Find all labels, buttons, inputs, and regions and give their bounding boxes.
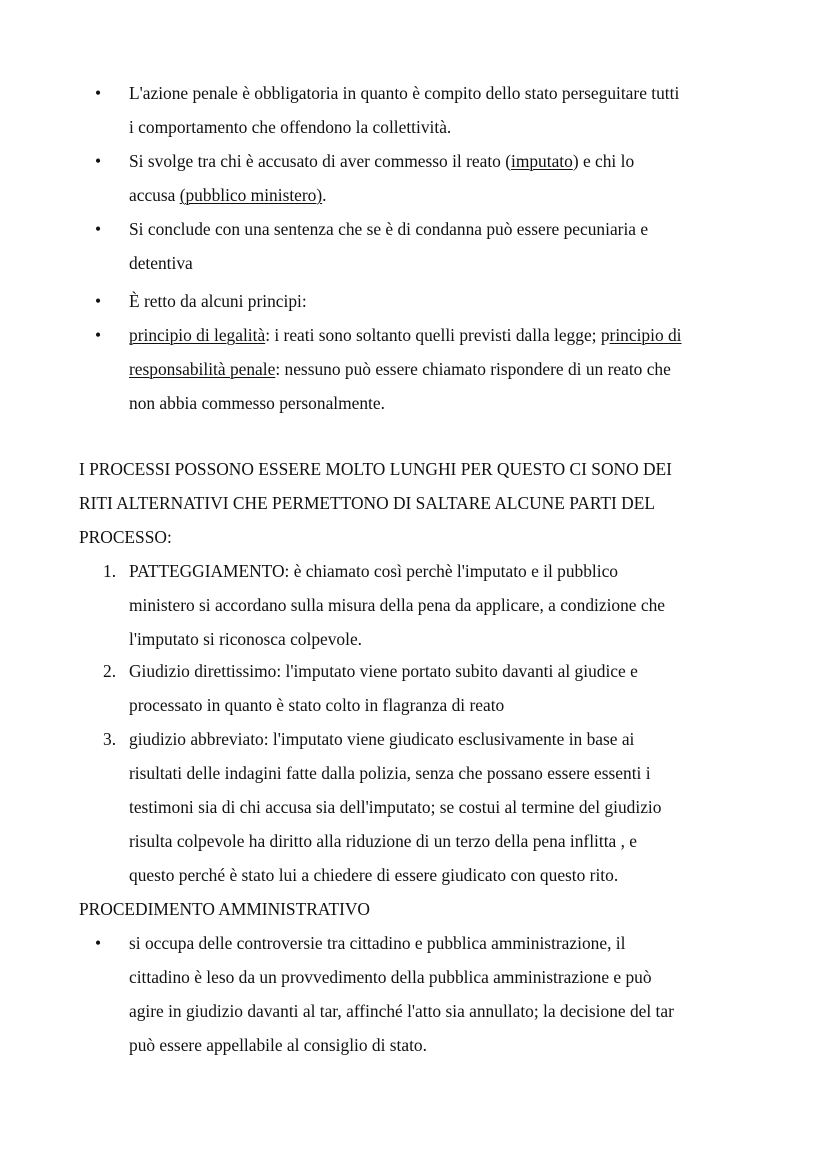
list-item: • È retto da alcuni principi:: [129, 284, 769, 318]
numbered-item: 2. Giudizio direttissimo: l'imputato viene portato subito davanti al giudice e processato in quanto è stato colto in flagranza di reato: [129, 654, 769, 722]
list-item: • L'azione penale è obbligatoria in quanto è compito dello stato perseguitare tutti i comportamento che offendono la collettività.: [129, 76, 769, 144]
bullet-marker: •: [95, 83, 102, 103]
item-number: 2.: [103, 661, 117, 681]
list-item: • principio di legalità: i reati sono soltanto quelli previsti dalla legge; principio di responsabilità penale: nessuno può essere chiamato rispondere di un reato che non abbia commesso personalmente.: [129, 318, 769, 420]
underlined-term: rincipio di: [609, 325, 682, 345]
list-item: • Si conclude con una sentenza che se è di condanna può essere pecuniaria e detentiva: [129, 212, 769, 280]
bullet-marker: •: [95, 219, 102, 239]
list-item: • Si svolge tra chi è accusato di aver commesso il reato (imputato) e chi lo accusa (pubblico ministero).: [129, 144, 769, 212]
section-title: PROCEDIMENTO AMMINISTRATIVO: [79, 899, 370, 919]
item-number: 3.: [103, 729, 117, 749]
numbered-item: 3. giudizio abbreviato: l'imputato viene giudicato esclusivamente in base ai risultati delle indagini fatte dalla polizia, senza che possano essere essenti i testimoni sia di chi accusa sia dell'imputato; se costui al termine del giudizio risulta colpevole ha diritto alla riduzione di un terzo della pena inflitta , e questo perché è stato lui a chiedere di essere giudicato con questo rito.: [129, 722, 769, 892]
underlined-term: principio di legalità: [129, 325, 266, 345]
bullet-marker: •: [95, 933, 102, 953]
numbered-item: 1. PATTEGGIAMENTO: è chiamato così perchè l'imputato e il pubblico ministero si accordano sulla misura della pena da applicare, a condizione che l'imputato si riconosca colpevole.: [129, 554, 769, 656]
underlined-term: imputato: [510, 151, 573, 171]
bullet-marker: •: [95, 291, 102, 311]
item-number: 1.: [103, 561, 117, 581]
underlined-term: (pubblico ministero): [179, 185, 323, 205]
list-item: • si occupa delle controversie tra cittadino e pubblica amministrazione, il cittadino è leso da un provvedimento della pubblica amministrazione e può agire in giudizio davanti al tar, affinché l'atto sia annullato; la decisione del tar può essere appellabile al consiglio di stato.: [129, 926, 769, 1062]
bullet-marker: •: [95, 325, 102, 345]
section-heading-paragraph: I PROCESSI POSSONO ESSERE MOLTO LUNGHI PER QUESTO CI SONO DEI RITI ALTERNATIVI CHE PERMETTONO DI SALTARE ALCUNE PARTI DEL PROCESSO:: [79, 459, 672, 547]
underlined-term: responsabilità penale: [129, 359, 276, 379]
bullet-marker: •: [95, 151, 102, 171]
